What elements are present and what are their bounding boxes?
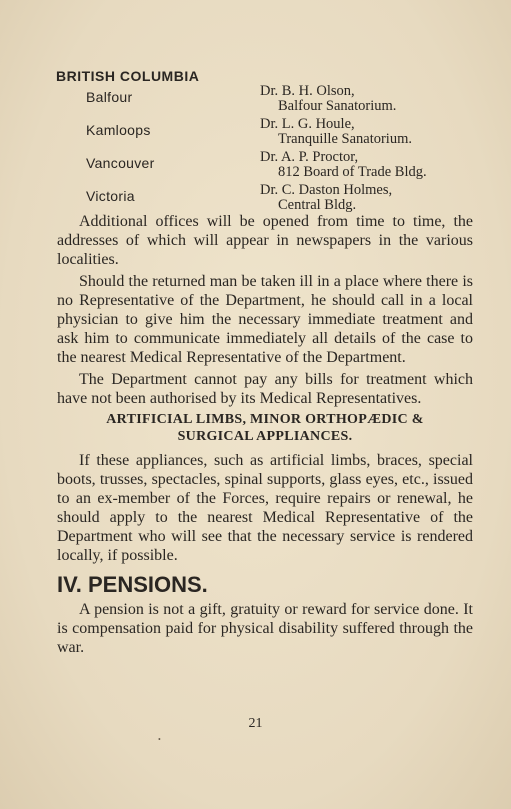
paragraph-appliances: If these appliances, such as artificial limbs, braces, special boots, trusses, spectacles, spinal supports, glass eyes, etc., issued to an ex-member of the Forces, require repairs or renewal, he should apply to the nearest Medical Representative of the Department who will see that the necessary service is rendered locally, if possible.	[57, 452, 473, 564]
directory-row	[86, 84, 466, 117]
representative	[260, 84, 396, 117]
paragraph-local-physician: Should the returned man be taken ill in a place where there is no Representative of the Department, he should call in a local physician to give him the necessary immediate treatment and ask him to communicate immediately all details of the case to the nearest Medical Representative of the Department.	[57, 273, 473, 366]
paragraph-bills: The Department cannot pay any bills for treatment which have not been authorised by its Medical Representatives.	[57, 371, 473, 407]
representatives-directory	[86, 84, 466, 216]
doctor-address: Central Bldg.	[278, 197, 357, 213]
doctor-name: Dr. L. G. Houle,	[260, 116, 355, 132]
city-name: Kamloops	[86, 122, 151, 138]
city-name: Victoria	[86, 188, 135, 204]
doctor-name: Dr. B. H. Olson,	[260, 83, 355, 99]
representative	[260, 150, 427, 183]
doctor-name: Dr. C. Daston Holmes,	[260, 182, 393, 198]
body-text	[57, 212, 473, 660]
appliances-subheading	[57, 411, 473, 445]
page-number: 21	[248, 716, 263, 731]
representative	[260, 117, 412, 150]
doctor-address: 812 Board of Trade Bldg.	[278, 164, 427, 180]
paragraph-additional-offices: Additional offices will be opened from time to time, the addresses of which will appear in newspapers in the various localities.	[57, 213, 473, 268]
doctor-address: Tranquille Sanatorium.	[278, 131, 412, 147]
subheading-line: ARTIFICIAL LIMBS, MINOR ORTHOPÆDIC &	[106, 412, 424, 427]
paragraph-pensions: A pension is not a gift, gratuity or reward for service done. It is compensation paid for physical disability suffered through the war.	[57, 601, 473, 656]
directory-row	[86, 117, 466, 150]
section-title-pensions: IV. PENSIONS.	[57, 572, 208, 597]
province-heading: BRITISH COLUMBIA	[56, 68, 200, 84]
directory-row	[86, 150, 466, 183]
paper-speck: •	[158, 735, 161, 744]
doctor-name: Dr. A. P. Proctor,	[260, 149, 359, 165]
doctor-address: Balfour Sanatorium.	[278, 98, 397, 114]
subheading-line: SURGICAL APPLIANCES.	[177, 429, 353, 444]
city-name: Balfour	[86, 89, 133, 105]
city-name: Vancouver	[86, 155, 155, 171]
